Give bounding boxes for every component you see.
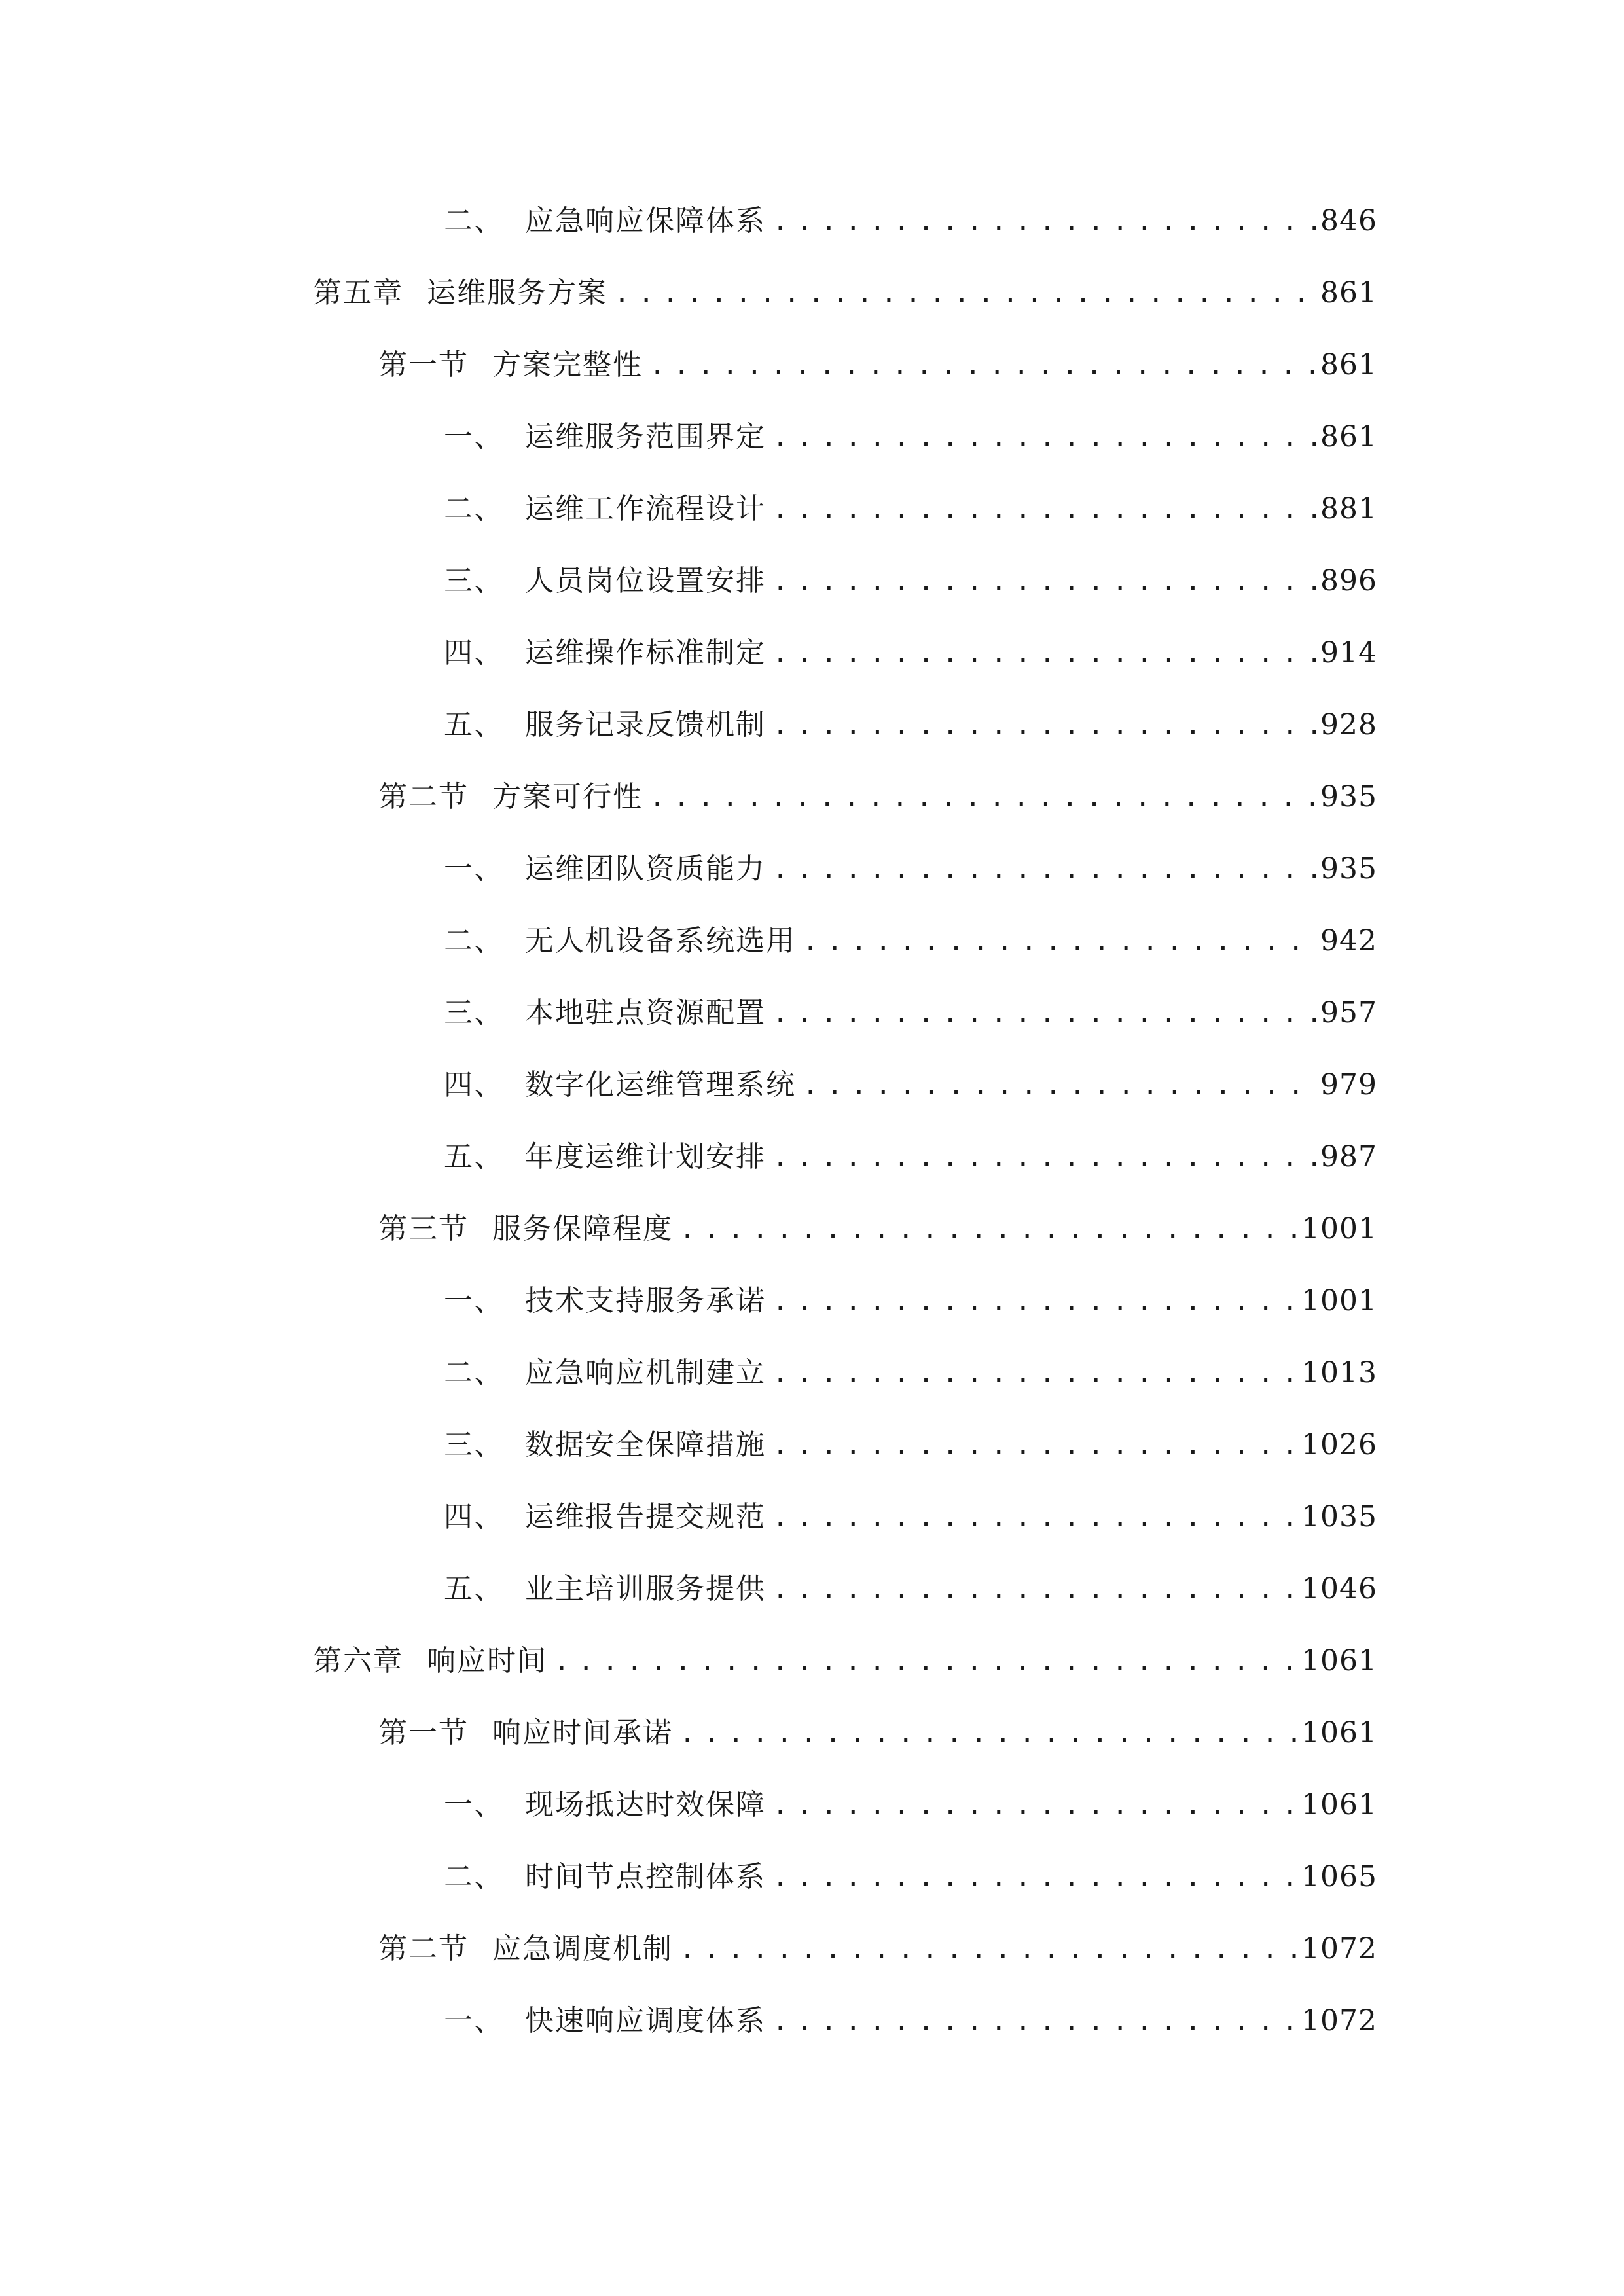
dot-leader — [649, 774, 1316, 820]
toc-entry-prefix: 一、 — [444, 420, 504, 454]
toc-entry-page: 957 — [1320, 996, 1377, 1030]
toc-entry-prefix: 第二节 — [378, 780, 469, 814]
toc-entry-page: 1035 — [1301, 1500, 1377, 1534]
toc-entry-title: 时间节点控制体系 — [525, 1860, 766, 1893]
toc-entry-title: 运维操作标准制定 — [525, 636, 766, 670]
toc-entry[interactable] — [313, 1638, 1377, 1684]
toc-entry[interactable] — [444, 1422, 1377, 1468]
toc-entry[interactable] — [444, 1278, 1377, 1324]
toc-entry-prefix: 四、 — [444, 636, 504, 670]
toc-entry-page: 928 — [1320, 708, 1377, 742]
toc-entry-page: 1072 — [1301, 1932, 1377, 1965]
toc-entry[interactable] — [444, 846, 1377, 892]
toc-entry[interactable] — [444, 414, 1377, 460]
toc-entry[interactable] — [444, 702, 1377, 748]
toc-entry-prefix: 一、 — [444, 2004, 504, 2037]
toc-entry-title: 业主培训服务提供 — [525, 1572, 766, 1605]
toc-entry-prefix: 四、 — [444, 1068, 504, 1102]
toc-entry-page: 1061 — [1301, 1644, 1377, 1677]
toc-entry-prefix: 二、 — [444, 204, 504, 238]
toc-entry-page: 979 — [1320, 1068, 1377, 1102]
toc-entry-title: 运维团队资质能力 — [525, 852, 766, 886]
dot-leader — [679, 1710, 1297, 1756]
toc-entry-title: 无人机设备系统选用 — [525, 924, 796, 958]
toc-entry[interactable] — [378, 1206, 1377, 1252]
toc-entry-title: 应急响应机制建立 — [525, 1356, 766, 1390]
toc-entry-title: 应急响应保障体系 — [525, 204, 766, 238]
toc-entry-prefix: 二、 — [444, 492, 504, 526]
toc-entry-page: 914 — [1320, 636, 1377, 670]
toc-entry[interactable] — [444, 990, 1377, 1036]
toc-entry-prefix: 二、 — [444, 1356, 504, 1390]
dot-leader — [554, 1638, 1297, 1684]
dot-leader — [803, 918, 1316, 964]
toc-entry-page: 1013 — [1301, 1356, 1377, 1390]
toc-entry-title: 运维工作流程设计 — [525, 492, 766, 526]
toc-entry-page: 1065 — [1301, 1860, 1377, 1893]
toc-entry-title: 人员岗位设置安排 — [525, 564, 766, 598]
toc-entry-prefix: 五、 — [444, 1140, 504, 1174]
toc-entry-title: 数据安全保障措施 — [525, 1428, 766, 1462]
toc-entry-page: 935 — [1320, 852, 1377, 886]
dot-leader — [772, 558, 1316, 604]
toc-entry-prefix: 第一节 — [378, 348, 469, 382]
toc-entry-prefix: 四、 — [444, 1500, 504, 1534]
toc-entry-prefix: 第二节 — [378, 1932, 469, 1965]
dot-leader — [772, 486, 1316, 532]
toc-entry[interactable] — [444, 1350, 1377, 1396]
toc-entry-page: 1001 — [1301, 1212, 1377, 1246]
toc-entry-title: 应急调度机制 — [492, 1932, 673, 1965]
toc-entry-prefix: 一、 — [444, 852, 504, 886]
dot-leader — [772, 1278, 1297, 1324]
toc-entry[interactable] — [444, 1854, 1377, 1900]
toc-entry-page: 861 — [1320, 276, 1377, 310]
toc-entry-page: 1001 — [1301, 1284, 1377, 1318]
toc-entry-title: 方案完整性 — [492, 348, 643, 382]
toc-entry-title: 运维报告提交规范 — [525, 1500, 766, 1534]
toc-entry-prefix: 五、 — [444, 1572, 504, 1605]
toc-entry[interactable] — [444, 1494, 1377, 1540]
toc-entry[interactable] — [444, 1566, 1377, 1612]
toc-entry-title: 现场抵达时效保障 — [525, 1788, 766, 1821]
dot-leader — [772, 846, 1316, 892]
toc-entry-page: 1026 — [1301, 1428, 1377, 1462]
toc-entry-title: 响应时间 — [427, 1644, 547, 1677]
toc-entry-prefix: 三、 — [444, 564, 504, 598]
toc-entry-title: 服务记录反馈机制 — [525, 708, 766, 742]
toc-entry[interactable] — [378, 1710, 1377, 1756]
toc-entry[interactable] — [444, 1134, 1377, 1180]
dot-leader — [772, 1566, 1297, 1612]
toc-entry-prefix: 三、 — [444, 1428, 504, 1462]
toc-entry-page: 881 — [1320, 492, 1377, 526]
dot-leader — [772, 1998, 1297, 2044]
dot-leader — [772, 990, 1316, 1036]
toc-entry-title: 运维服务方案 — [427, 276, 607, 310]
toc-entry-title: 方案可行性 — [492, 780, 643, 814]
dot-leader — [679, 1206, 1297, 1252]
dot-leader — [614, 270, 1316, 316]
toc-entry[interactable] — [378, 1926, 1377, 1972]
toc-entry-title: 年度运维计划安排 — [525, 1140, 766, 1174]
toc-entry-page: 1061 — [1301, 1716, 1377, 1749]
toc-entry-title: 响应时间承诺 — [492, 1716, 673, 1749]
toc-entry-page: 935 — [1320, 780, 1377, 814]
toc-entry[interactable] — [444, 558, 1377, 604]
toc-entry-prefix: 二、 — [444, 924, 504, 958]
dot-leader — [772, 414, 1316, 460]
toc-entry-page: 1072 — [1301, 2004, 1377, 2037]
toc-entry-prefix: 第六章 — [313, 1644, 403, 1677]
toc-entry-page: 942 — [1320, 924, 1377, 958]
dot-leader — [772, 1350, 1297, 1396]
dot-leader — [772, 198, 1316, 244]
toc-entry-page: 861 — [1320, 420, 1377, 454]
toc-entry-page: 1061 — [1301, 1788, 1377, 1821]
dot-leader — [772, 1854, 1297, 1900]
toc-entry[interactable] — [444, 486, 1377, 532]
toc-entry-prefix: 二、 — [444, 1860, 504, 1893]
toc-entry-page: 861 — [1320, 348, 1377, 382]
toc-entry[interactable] — [444, 918, 1377, 964]
dot-leader — [772, 1782, 1297, 1828]
toc-entry-prefix: 五、 — [444, 708, 504, 742]
toc-entry[interactable] — [444, 1998, 1377, 2044]
dot-leader — [803, 1062, 1316, 1108]
toc-entry[interactable] — [313, 270, 1377, 316]
dot-leader — [772, 702, 1316, 748]
toc-entry[interactable] — [378, 342, 1377, 388]
toc-entry[interactable] — [444, 1782, 1377, 1828]
toc-entry-page: 1046 — [1301, 1572, 1377, 1605]
dot-leader — [772, 1134, 1316, 1180]
toc-entry-prefix: 第五章 — [313, 276, 403, 310]
toc-entry-title: 快速响应调度体系 — [525, 2004, 766, 2037]
toc-entry-title: 数字化运维管理系统 — [525, 1068, 796, 1102]
toc-entry-prefix: 三、 — [444, 996, 504, 1030]
dot-leader — [772, 1422, 1297, 1468]
toc-entry-prefix: 一、 — [444, 1284, 504, 1318]
dot-leader — [679, 1926, 1297, 1972]
toc-entry[interactable] — [444, 198, 1377, 244]
toc-entry[interactable] — [378, 774, 1377, 820]
toc-entry-prefix: 一、 — [444, 1788, 504, 1821]
toc-entry-page: 987 — [1320, 1140, 1377, 1174]
toc-entry[interactable] — [444, 630, 1377, 676]
toc-entry-title: 服务保障程度 — [492, 1212, 673, 1246]
dot-leader — [649, 342, 1316, 388]
dot-leader — [772, 1494, 1297, 1540]
toc-entry-title: 技术支持服务承诺 — [525, 1284, 766, 1318]
toc-entry-title: 本地驻点资源配置 — [525, 996, 766, 1030]
toc-entry-page: 896 — [1320, 564, 1377, 598]
toc-entry-page: 846 — [1320, 204, 1377, 238]
toc-entry-title: 运维服务范围界定 — [525, 420, 766, 454]
dot-leader — [772, 630, 1316, 676]
toc-entry-prefix: 第三节 — [378, 1212, 469, 1246]
toc-entry-prefix: 第一节 — [378, 1716, 469, 1749]
toc-entry[interactable] — [444, 1062, 1377, 1108]
